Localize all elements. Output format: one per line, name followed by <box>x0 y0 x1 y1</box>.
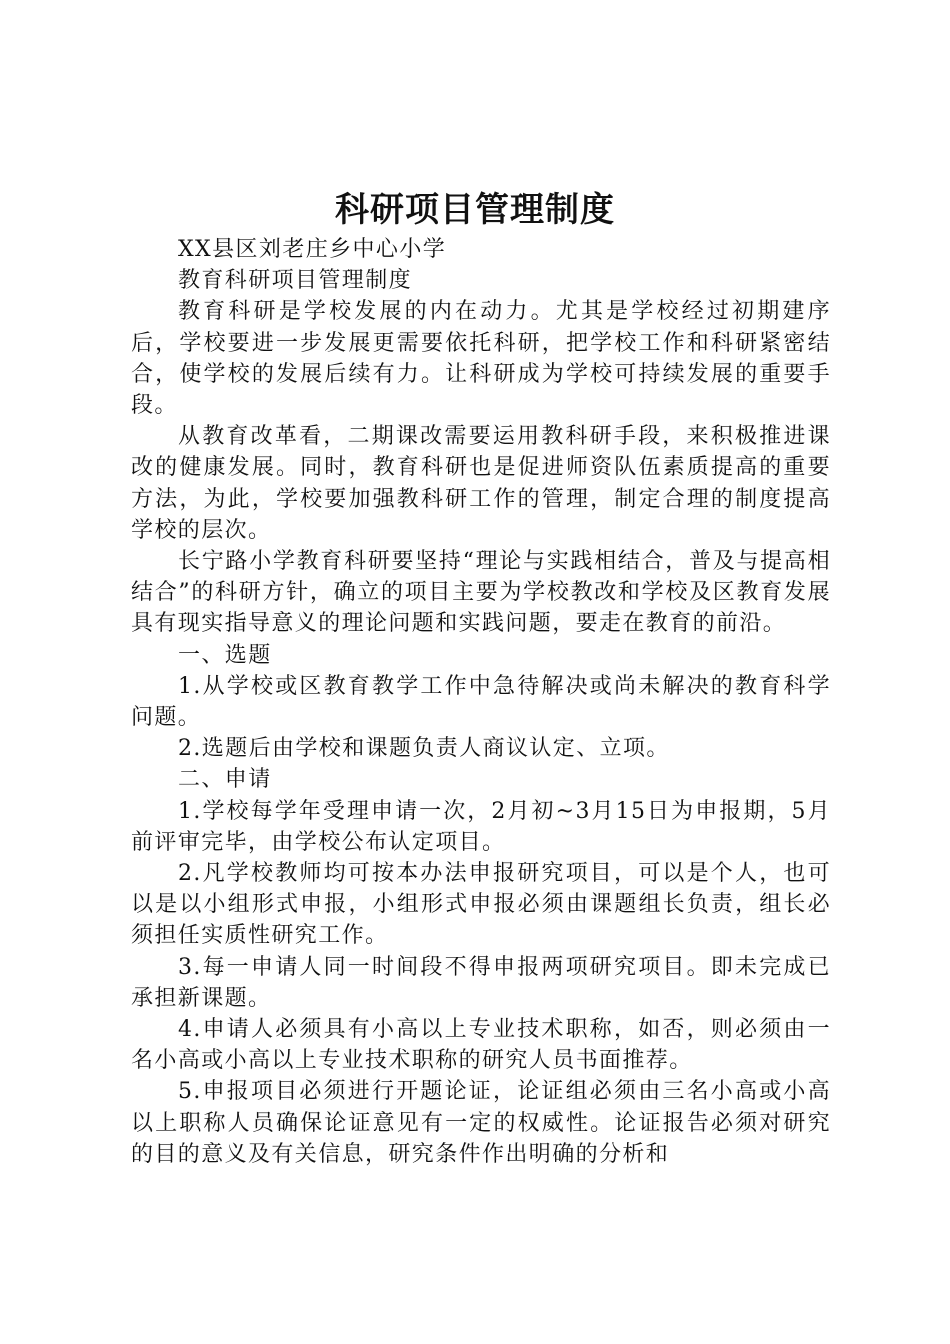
list-item: 1.学校每学年受理申请一次，2月初~3月15日为申报期，5月前评审完毕，由学校公布认定项目。 <box>131 798 831 855</box>
list-item: 2.凡学校教师均可按本办法申报研究项目，可以是个人，也可以是以小组形式申报，小组形式申报必须由课题组长负责，组长必须担任实质性研究工作。 <box>131 861 831 949</box>
school-name-line: XX县区刘老庄乡中心小学 <box>178 237 447 262</box>
paragraph-policy: 长宁路小学教育科研要坚持“理论与实践相结合，普及与提高相结合”的科研方针，确立的项目主要为学校教改和学校及区教育发展具有现实指导意义的理论问题和实践问题，要走在教育的前沿。 <box>131 549 831 637</box>
list-item: 3.每一申请人同一时间段不得申报两项研究项目。即未完成已承担新课题。 <box>131 954 831 1011</box>
section-heading-topic: 一、选题 <box>178 642 272 668</box>
paragraph-reform: 从教育改革看，二期课改需要运用教科研手段，来积极推进课改的健康发展。同时，教育科研也是促进师资队伍素质提高的重要方法，为此，学校要加强教科研工作的管理，制定合理的制度提高学校的层次。 <box>131 424 831 543</box>
list-item: 4.申请人必须具有小高以上专业技术职称，如否，则必须由一名小高或小高以上专业技术职称的研究人员书面推荐。 <box>131 1017 831 1074</box>
list-item: 1.从学校或区教育教学工作中急待解决或尚未解决的教育科学问题。 <box>131 673 831 731</box>
list-item: 2.选题后由学校和课题负责人商议认定、立项。 <box>178 736 670 762</box>
section-heading-application: 二、申请 <box>178 767 272 793</box>
list-item: 5.申报项目必须进行开题论证，论证组必须由三名小高或小高以上职称人员确保论证意见有一定的权威性。论证报告必须对研究的目的意义及有关信息，研究条件作出明确的分析和 <box>131 1079 831 1167</box>
document-body <box>131 234 831 1170</box>
paragraph-intro: 教育科研是学校发展的内在动力。尤其是学校经过初期建序后，学校要进一步发展更需要依托科研，把学校工作和科研紧密结合，使学校的发展后续有力。让科研成为学校可持续发展的重要手段。 <box>131 299 831 419</box>
document-title: 科研项目管理制度 <box>335 190 615 230</box>
subtitle-line: 教育科研项目管理制度 <box>178 268 413 294</box>
